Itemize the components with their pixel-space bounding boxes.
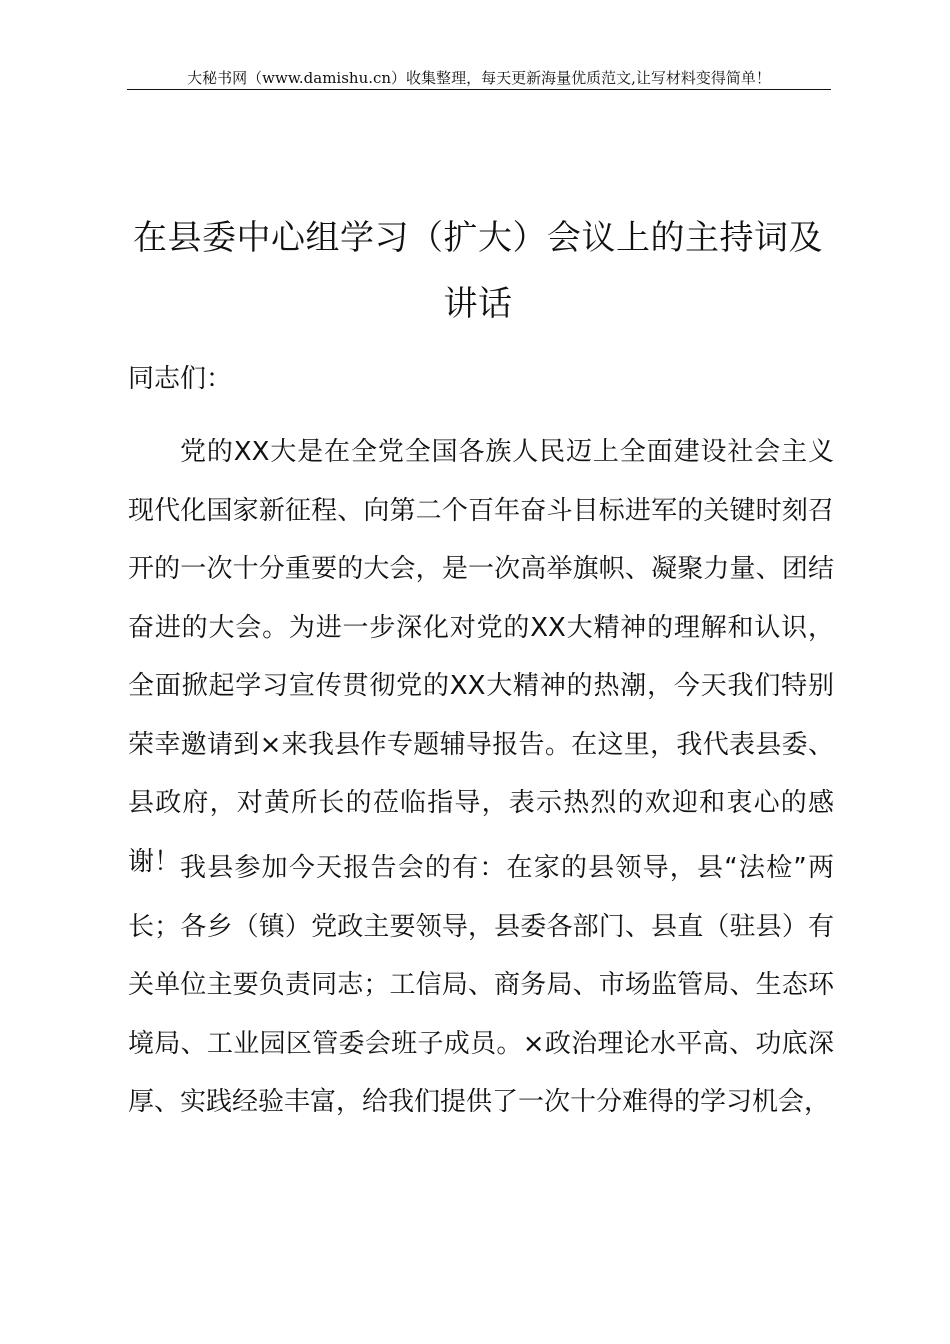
salutation: 同志们：	[128, 364, 233, 394]
header-watermark-text: 大秘书网（www.damishu.cn）收集整理，每天更新海量优质范文,让写材料变得简单！	[187, 69, 771, 87]
body-paragraph-1: 党的XX大是在全党全国各族人民迈上全面建设社会主义现代化国家新征程、向第二个百年奋斗目标进军的关键时刻召开的一次十分重要的大会，是一次高举旗帜、凝聚力量、团结奋进的大会。为进一步深化对党的XX大精神的理解和认识，全面掀起学习宣传贯彻党的XX大精神的热潮，今天我们特别荣幸邀请到×来我县作专题辅导报告。在这里，我代表县委、县政府，对黄所长的莅临指导，表示热烈的欢迎和衷心的感谢！	[128, 437, 834, 877]
header-divider	[127, 89, 831, 90]
document-title: 在县委中心组学习（扩大）会议上的主持词及讲话	[133, 218, 823, 324]
body-paragraph-2: 我县参加今天报告会的有：在家的县领导，县“法检”两长；各乡（镇）党政主要领导，县委各部门、县直（驻县）有关单位主要负责同志；工信局、商务局、市场监管局、生态环境局、工业园区管委会班子成员。×政治理论水平高、功底深厚、实践经验丰富，给我们提供了一次十分难得的学习机会，	[128, 853, 834, 1117]
